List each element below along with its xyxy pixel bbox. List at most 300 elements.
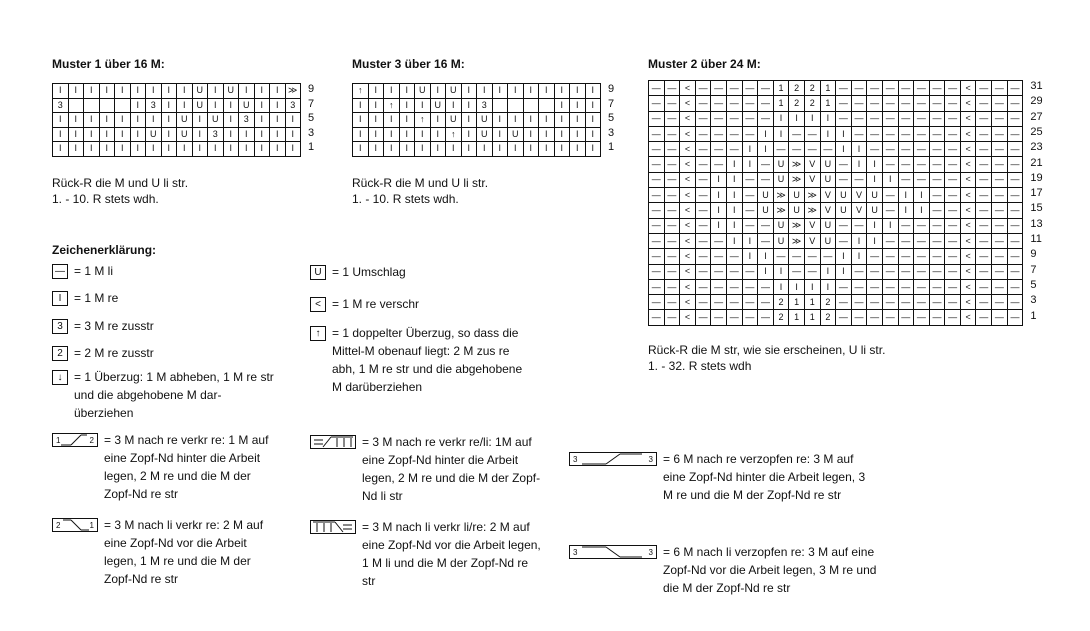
chart-cell: — — [696, 142, 712, 157]
chart-cell: I — [239, 142, 255, 157]
cable-3-right-icon: 1 2 — [52, 433, 98, 447]
chart-cell: I — [493, 128, 509, 143]
legend-text-k2tog: = 2 M re zusstr — [74, 346, 154, 360]
chart-cell: I — [743, 142, 759, 157]
chart-cell: I — [805, 280, 821, 295]
chart-cell: I — [852, 142, 868, 157]
chart-cell — [84, 99, 100, 114]
chart-cell: I — [836, 127, 852, 142]
chart-cell: — — [976, 112, 992, 127]
chart-cell: — — [1008, 81, 1024, 96]
chart-cell: I — [415, 99, 431, 114]
chart-cell: — — [945, 188, 961, 203]
chart-cell: ≫ — [805, 203, 821, 218]
chart-cell — [508, 99, 524, 114]
chart-cell: — — [696, 127, 712, 142]
chart-cell: — — [836, 157, 852, 172]
chart-cell: — — [665, 234, 681, 249]
chart-cell: — — [930, 219, 946, 234]
legend-text-cable-6-left: = 6 M nach li verzopfen re: 3 M auf eine Zopf-Nd vor die Arbeit legen, 3 M re und die M der Zopf-Nd re str — [663, 545, 877, 595]
chart-cell: U — [177, 128, 193, 143]
chart-cell: < — [961, 249, 977, 264]
chart-cell: — — [992, 142, 1008, 157]
chart-cell: I — [369, 128, 385, 143]
chart-cell: I — [836, 142, 852, 157]
chart-cell: — — [852, 96, 868, 111]
muster1-title: Muster 1 über 16 M: — [52, 57, 165, 71]
chart-cell: — — [914, 173, 930, 188]
chart-cell: 1 — [805, 310, 821, 325]
chart-cell: I — [84, 113, 100, 128]
chart-cell: — — [758, 173, 774, 188]
chart-cell: 1 — [821, 96, 837, 111]
chart-cell: — — [976, 173, 992, 188]
chart-cell: I — [586, 142, 602, 157]
cable-3-left-purl-icon — [310, 520, 356, 534]
chart-cell: < — [961, 219, 977, 234]
chart-cell: — — [976, 96, 992, 111]
chart-cell: — — [945, 249, 961, 264]
legend-text-k3tog: = 3 M re zusstr — [74, 319, 154, 333]
chart-cell: — — [914, 295, 930, 310]
chart-cell: — — [649, 81, 665, 96]
chart-cell: — — [805, 265, 821, 280]
chart-cell: I — [743, 249, 759, 264]
chart-cell: 3 — [53, 99, 69, 114]
chart-cell: — — [992, 188, 1008, 203]
chart-cell: U — [789, 203, 805, 218]
chart-cell: I — [84, 128, 100, 143]
chart-cell: — — [992, 112, 1008, 127]
chart-cell: — — [945, 142, 961, 157]
chart-cell: I — [162, 142, 178, 157]
chart-cell: I — [100, 142, 116, 157]
chart-cell: I — [867, 173, 883, 188]
row-number: 3 — [608, 126, 615, 139]
chart-cell: I — [431, 84, 447, 99]
chart-cell: I — [789, 280, 805, 295]
chart-cell: — — [883, 295, 899, 310]
cable-3-right-purl-lines-icon — [311, 436, 355, 448]
chart-cell — [524, 99, 540, 114]
chart-cell: — — [1008, 173, 1024, 188]
chart-cell: 3 — [146, 99, 162, 114]
chart-cell: U — [239, 99, 255, 114]
chart-cell: — — [696, 234, 712, 249]
chart-cell: I — [270, 142, 286, 157]
chart-cell: — — [914, 310, 930, 325]
chart-cell: I — [727, 157, 743, 172]
chart-cell: — — [867, 142, 883, 157]
chart-cell: — — [727, 127, 743, 142]
chart-cell: I — [162, 128, 178, 143]
chart-cell: I — [369, 113, 385, 128]
chart-cell: I — [711, 173, 727, 188]
chart-cell: — — [945, 157, 961, 172]
chart-cell: I — [446, 99, 462, 114]
chart-cell: I — [270, 113, 286, 128]
chart-cell: — — [883, 234, 899, 249]
chart-cell: — — [945, 81, 961, 96]
row-number: 25 — [1030, 125, 1043, 138]
chart-cell: — — [883, 203, 899, 218]
chart-cell: I — [727, 173, 743, 188]
chart-cell: 1 — [774, 96, 790, 111]
cable-6-right-icon: 3 3 — [569, 452, 657, 466]
chart-cell: U — [867, 188, 883, 203]
chart-cell: — — [727, 96, 743, 111]
chart-cell: I — [555, 113, 571, 128]
chart-cell: I — [883, 173, 899, 188]
chart-cell: I — [493, 113, 509, 128]
chart-cell: — — [930, 112, 946, 127]
chart-cell: — — [743, 81, 759, 96]
chart-cell: I — [84, 84, 100, 99]
chart-cell: — — [711, 142, 727, 157]
chart-cell: — — [836, 96, 852, 111]
chart-cell: U — [446, 113, 462, 128]
chart-cell: < — [961, 173, 977, 188]
chart-cell: — — [992, 219, 1008, 234]
chart-cell: — — [852, 265, 868, 280]
chart-cell: V — [821, 203, 837, 218]
chart-cell: — — [789, 127, 805, 142]
chart-cell: < — [680, 188, 696, 203]
chart-cell: I — [446, 142, 462, 157]
chart-cell: — — [665, 157, 681, 172]
chart-cell: I — [84, 142, 100, 157]
row-number: 31 — [1030, 80, 1043, 92]
chart-cell: I — [208, 142, 224, 157]
chart-cell: I — [224, 142, 240, 157]
chart-cell: — — [649, 142, 665, 157]
chart-cell: I — [743, 234, 759, 249]
cable-3-left-purl-lines-icon — [311, 521, 355, 533]
chart-cell: — — [899, 249, 915, 264]
chart-cell: — — [899, 234, 915, 249]
chart-cell: — — [883, 310, 899, 325]
chart-cell: I — [914, 188, 930, 203]
chart-cell: — — [649, 157, 665, 172]
chart-cell: < — [961, 188, 977, 203]
row-number: 29 — [1030, 95, 1043, 108]
chart-cell: I — [400, 113, 416, 128]
chart-cell: — — [914, 219, 930, 234]
chart-cell: — — [696, 249, 712, 264]
chart-cell: — — [930, 173, 946, 188]
chart-cell: I — [369, 142, 385, 157]
row-number: 5 — [308, 112, 315, 124]
chart-cell: V — [805, 157, 821, 172]
chart-cell — [493, 99, 509, 114]
chart-cell: I — [852, 234, 868, 249]
chart-cell: < — [680, 157, 696, 172]
chart-cell: I — [758, 142, 774, 157]
chart-cell: — — [945, 219, 961, 234]
chart-cell: U — [477, 128, 493, 143]
chart-cell: ≫ — [789, 157, 805, 172]
chart-cell: I — [431, 142, 447, 157]
chart-cell: — — [696, 173, 712, 188]
chart-cell: I — [462, 142, 478, 157]
chart-cell: I — [852, 157, 868, 172]
chart-cell: — — [852, 81, 868, 96]
chart-cell: — — [665, 265, 681, 280]
legend-text-cable-3-left: = 3 M nach li verkr re: 2 M auf eine Zopf-Nd vor die Arbeit legen, 1 M re und die M der Zopf-Nd re str — [104, 518, 264, 586]
chart-cell: — — [945, 234, 961, 249]
chart-cell: I — [539, 142, 555, 157]
chart-cell: I — [400, 84, 416, 99]
chart-cell: — — [696, 157, 712, 172]
chart-cell: — — [727, 310, 743, 325]
chart-cell: — — [789, 142, 805, 157]
chart-cell: I — [353, 113, 369, 128]
chart-cell: — — [899, 280, 915, 295]
chart-cell: — — [867, 280, 883, 295]
chart-cell: U — [774, 219, 790, 234]
chart-cell: I — [353, 128, 369, 143]
legend-text-cable-3-right-purl: = 3 M nach re verkr re/li: 1M auf eine Zopf-Nd hinter die Arbeit legen, 2 M re und die M der Zopf-Nd li str — [362, 435, 541, 503]
chart-cell: I — [821, 112, 837, 127]
chart-cell — [115, 99, 131, 114]
chart-cell: I — [270, 128, 286, 143]
chart-cell: 3 — [239, 113, 255, 128]
chart-cell: < — [680, 173, 696, 188]
chart-cell: — — [665, 142, 681, 157]
muster1-chart — [52, 83, 301, 157]
chart-cell: I — [415, 142, 431, 157]
chart-cell: — — [899, 219, 915, 234]
chart-cell: — — [665, 188, 681, 203]
chart-cell: — — [930, 295, 946, 310]
muster1-note2: 1. - 10. R stets wdh. — [52, 192, 159, 206]
chart-cell: — — [649, 249, 665, 264]
chart-cell: — — [696, 96, 712, 111]
chart-cell: I — [369, 99, 385, 114]
chart-cell: I — [239, 128, 255, 143]
chart-cell: I — [836, 249, 852, 264]
chart-cell: — — [711, 295, 727, 310]
chart-cell: 1 — [789, 295, 805, 310]
chart-cell: — — [727, 142, 743, 157]
chart-cell: U — [224, 84, 240, 99]
chart-cell — [100, 99, 116, 114]
yarn-over-symbol-icon: U — [310, 265, 326, 280]
chart-cell: U — [821, 173, 837, 188]
chart-cell: — — [1008, 203, 1024, 218]
chart-cell: U — [821, 157, 837, 172]
chart-cell: I — [570, 142, 586, 157]
chart-cell: — — [696, 219, 712, 234]
muster1-note1: Rück-R die M und U li str. — [52, 176, 189, 190]
chart-cell: — — [727, 280, 743, 295]
row-number: 15 — [1030, 202, 1043, 215]
chart-cell: — — [976, 234, 992, 249]
row-number: 1 — [1030, 309, 1037, 322]
chart-cell: < — [680, 96, 696, 111]
chart-cell: I — [586, 99, 602, 114]
chart-cell: I — [53, 128, 69, 143]
chart-cell: — — [992, 295, 1008, 310]
chart-cell: I — [146, 142, 162, 157]
chart-cell: — — [1008, 295, 1024, 310]
chart-cell: — — [836, 310, 852, 325]
cable-6-left-lines-icon — [570, 546, 656, 558]
chart-cell: — — [976, 310, 992, 325]
chart-cell — [69, 99, 85, 114]
chart-cell: I — [146, 113, 162, 128]
chart-cell: — — [743, 265, 759, 280]
chart-cell: U — [208, 113, 224, 128]
chart-cell: < — [680, 142, 696, 157]
chart-cell: 2 — [805, 96, 821, 111]
chart-cell: < — [961, 295, 977, 310]
chart-cell: — — [1008, 219, 1024, 234]
chart-cell: I — [384, 84, 400, 99]
chart-cell: ≫ — [774, 203, 790, 218]
chart-cell: — — [758, 112, 774, 127]
chart-cell: I — [508, 113, 524, 128]
chart-cell: — — [758, 295, 774, 310]
chart-cell: — — [899, 157, 915, 172]
chart-cell: — — [696, 265, 712, 280]
chart-cell: — — [945, 203, 961, 218]
chart-cell: — — [899, 142, 915, 157]
chart-cell: — — [743, 112, 759, 127]
chart-cell: — — [899, 310, 915, 325]
chart-cell: I — [53, 142, 69, 157]
chart-cell: I — [239, 84, 255, 99]
chart-cell: 1 — [774, 81, 790, 96]
row-number: 1 — [308, 141, 315, 153]
chart-cell: — — [930, 188, 946, 203]
chart-cell: I — [477, 84, 493, 99]
chart-cell: — — [665, 249, 681, 264]
chart-cell: — — [1008, 157, 1024, 172]
chart-cell: — — [976, 249, 992, 264]
chart-cell: — — [945, 265, 961, 280]
chart-cell: — — [649, 173, 665, 188]
chart-cell: — — [976, 157, 992, 172]
chart-cell: I — [100, 84, 116, 99]
chart-cell: — — [696, 295, 712, 310]
chart-cell: ≫ — [805, 188, 821, 203]
chart-cell: — — [743, 188, 759, 203]
chart-cell: 2 — [821, 295, 837, 310]
chart-cell: U — [821, 219, 837, 234]
chart-cell: I — [555, 84, 571, 99]
chart-cell: I — [193, 128, 209, 143]
chart-cell: — — [711, 81, 727, 96]
chart-cell: — — [1008, 234, 1024, 249]
chart-cell: — — [976, 127, 992, 142]
legend-text-cable-3-left-purl: = 3 M nach li verkr li/re: 2 M auf eine Zopf-Nd vor die Arbeit legen, 1 M li und die M der Zopf-Nd re str — [362, 520, 541, 588]
chart-cell: I — [177, 142, 193, 157]
chart-cell: < — [680, 234, 696, 249]
chart-cell: I — [353, 142, 369, 157]
chart-cell: < — [961, 280, 977, 295]
chart-cell: — — [976, 81, 992, 96]
chart-cell: — — [743, 219, 759, 234]
chart-cell: 1 — [789, 310, 805, 325]
chart-cell: < — [961, 310, 977, 325]
chart-cell: — — [743, 203, 759, 218]
chart-cell: U — [774, 173, 790, 188]
row-number: 7 — [1030, 263, 1037, 276]
chart-cell: U — [836, 188, 852, 203]
chart-cell: — — [727, 249, 743, 264]
row-number: 5 — [1030, 278, 1037, 291]
chart-cell: I — [177, 84, 193, 99]
chart-cell: — — [992, 173, 1008, 188]
chart-cell: — — [899, 265, 915, 280]
chart-cell: ≫ — [789, 219, 805, 234]
chart-cell: 2 — [789, 96, 805, 111]
chart-cell: U — [477, 113, 493, 128]
chart-cell: U — [508, 128, 524, 143]
chart-cell: I — [69, 113, 85, 128]
chart-cell: — — [992, 81, 1008, 96]
chart-cell: I — [162, 113, 178, 128]
purl-symbol-icon: — — [52, 264, 68, 279]
chart-cell: — — [992, 265, 1008, 280]
chart-cell: — — [774, 249, 790, 264]
k3tog-symbol-icon: 3 — [52, 319, 68, 334]
chart-cell: — — [836, 234, 852, 249]
chart-cell: I — [852, 249, 868, 264]
chart-cell: < — [680, 219, 696, 234]
chart-cell: I — [146, 84, 162, 99]
chart-cell: U — [867, 203, 883, 218]
row-number: 11 — [1030, 233, 1042, 245]
chart-cell: — — [665, 219, 681, 234]
chart-cell: U — [774, 157, 790, 172]
chart-cell: I — [115, 128, 131, 143]
chart-cell: U — [758, 188, 774, 203]
chart-cell: — — [976, 203, 992, 218]
chart-cell: — — [696, 280, 712, 295]
chart-cell: — — [852, 219, 868, 234]
chart-cell: U — [193, 99, 209, 114]
chart-cell: — — [821, 249, 837, 264]
chart-cell: — — [914, 142, 930, 157]
chart-cell: — — [945, 173, 961, 188]
chart-cell: — — [649, 96, 665, 111]
chart-cell: — — [1008, 188, 1024, 203]
chart-cell: < — [680, 265, 696, 280]
chart-cell: — — [899, 127, 915, 142]
chart-cell: I — [270, 99, 286, 114]
row-number: 19 — [1030, 171, 1043, 184]
legend-text-cable-6-right: = 6 M nach re verzopfen re: 3 M auf eine Zopf-Nd hinter die Arbeit legen, 3 M re und die M der Zopf-Nd re str — [663, 452, 866, 502]
chart-cell: U — [431, 99, 447, 114]
chart-cell: I — [586, 128, 602, 143]
chart-cell: — — [899, 96, 915, 111]
chart-cell: — — [711, 234, 727, 249]
chart-cell: < — [680, 280, 696, 295]
chart-cell: — — [727, 265, 743, 280]
chart-cell: U — [836, 203, 852, 218]
chart-cell: < — [961, 127, 977, 142]
legend-text-cable-3-right: = 3 M nach re verkr re: 1 M auf eine Zopf-Nd hinter die Arbeit legen, 2 M re und die M der Zopf-Nd re str — [104, 433, 269, 501]
chart-cell: — — [930, 127, 946, 142]
chart-cell: I — [524, 142, 540, 157]
chart-cell: I — [255, 99, 271, 114]
k2tog-symbol-icon: 2 — [52, 346, 68, 361]
chart-cell: — — [899, 112, 915, 127]
cable-3-left-icon: 2 1 — [52, 518, 98, 532]
legend-text-double-decrease: = 1 doppelter Überzug, so dass die Mittel-M obenauf liegt: 2 M zus re abh, 1 M re str und die abgehobene M darüberziehen — [332, 326, 523, 394]
